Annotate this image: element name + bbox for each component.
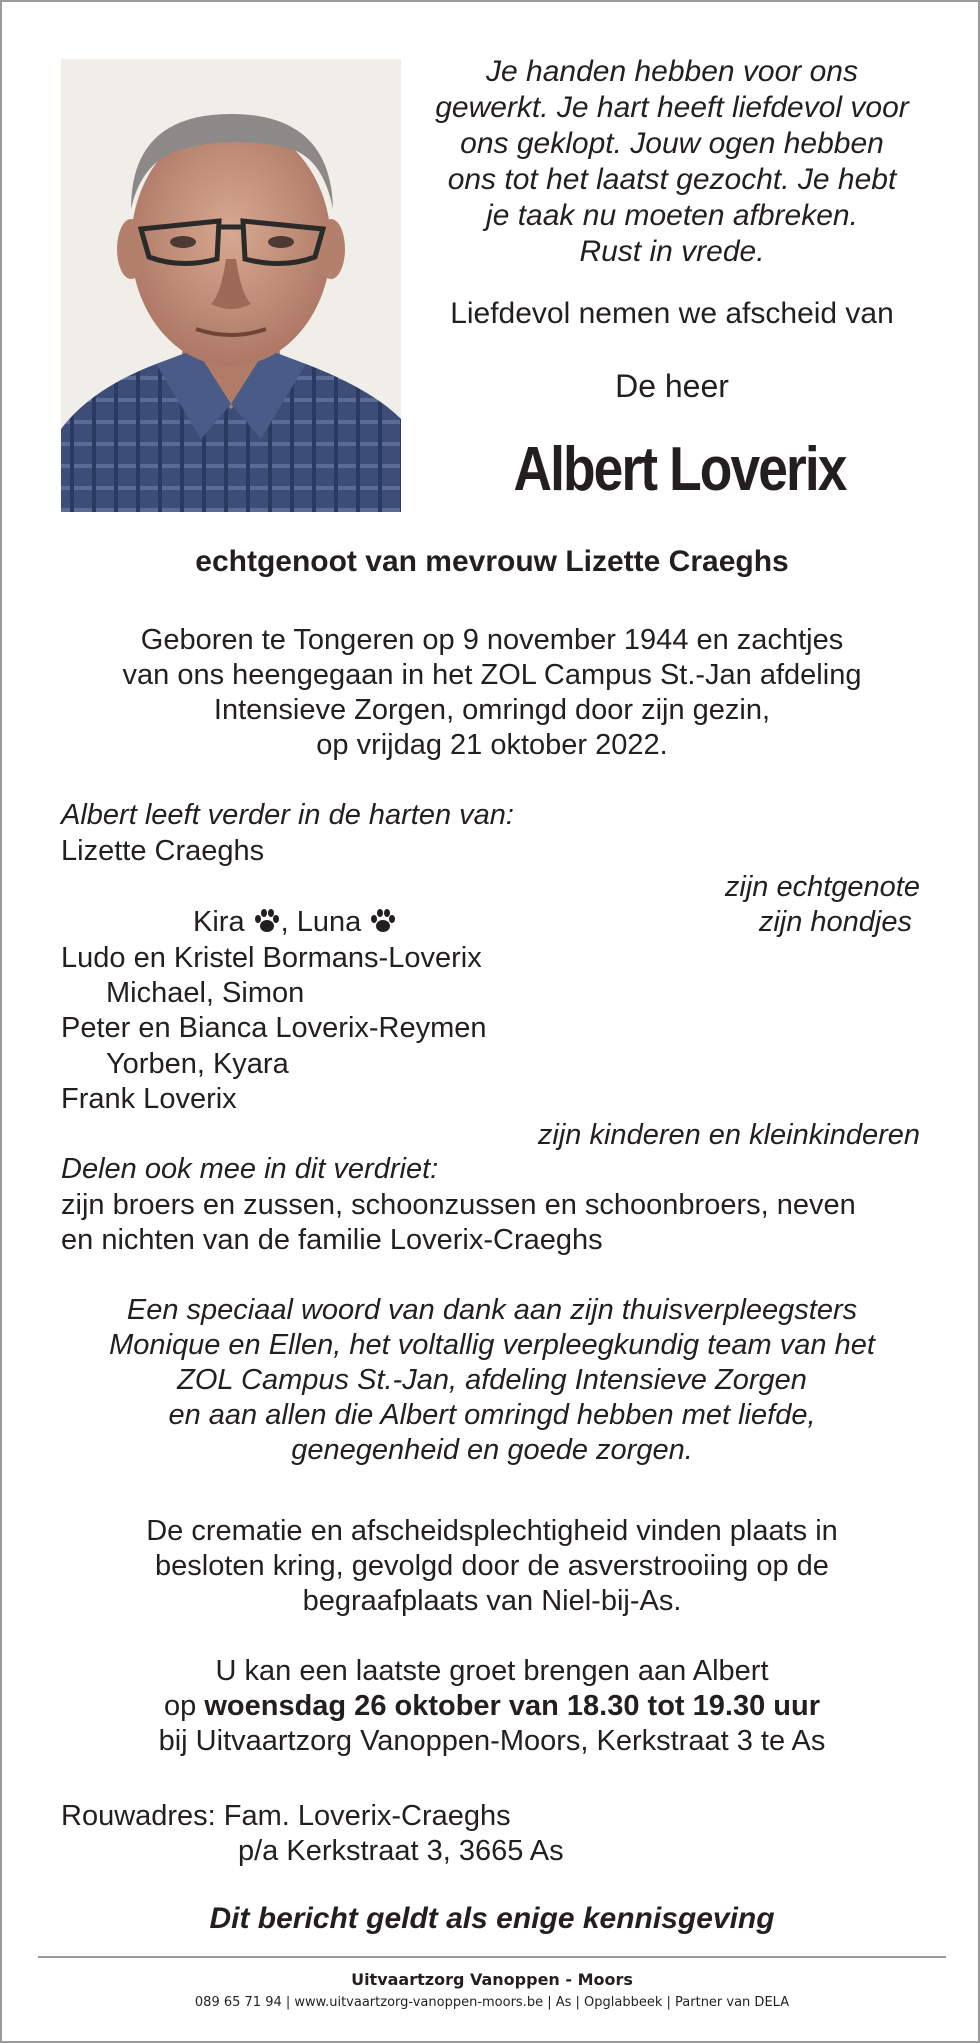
poem-line: ons tot het laatst gezocht. Je hebt	[447, 163, 897, 196]
child-line: Peter en Bianca Loverix-Reymen	[61, 1012, 487, 1044]
portrait-photo	[61, 59, 401, 512]
address-line: Rouwadres: Fam. Loverix-Craeghs	[61, 1800, 511, 1832]
visit-line: U kan een laatste groet brengen aan Albert	[215, 1655, 769, 1687]
poem-line: Je handen hebben voor ons	[486, 55, 858, 88]
visit-text	[2, 1654, 980, 1759]
thanks-line: genegenheid en goede zorgen.	[291, 1434, 693, 1466]
grandchildren-line: Yorben, Kyara	[106, 1048, 289, 1080]
cremation-line: De crematie en afscheidsplechtigheid vinden plaats in	[146, 1515, 838, 1547]
thanks-line: ZOL Campus St.-Jan, afdeling Intensieve Zorgen	[177, 1364, 807, 1396]
dog-name: Kira	[193, 906, 245, 938]
salutation: De heer	[615, 368, 729, 404]
thanks-line: Monique en Ellen, het voltallig verpleegkundig team van het	[109, 1329, 875, 1361]
deceased-name: Albert Loverix	[513, 435, 846, 504]
footer-details: 089 65 71 94 | www.uitvaartzorg-vanoppen-moors.be | As | Opglabbeek | Partner van DELA	[194, 1995, 790, 2010]
visit-line-date	[2, 1689, 980, 1724]
cremation-line: besloten kring, gevolgd door de asverstrooiing op de	[155, 1550, 829, 1582]
child-line: Frank Loverix	[61, 1083, 237, 1115]
poem-line: Rust in vrede.	[579, 235, 765, 268]
poem-line: gewerkt. Je hart heeft liefdevol voor	[435, 91, 909, 124]
footer-company: Uitvaartzorg Vanoppen - Moors	[351, 1970, 633, 1989]
child-line: Ludo en Kristel Bormans-Loverix	[61, 942, 482, 974]
cremation-line: begraafplaats van Niel-bij-As.	[302, 1585, 682, 1617]
poem-line: je taak nu moeten afbreken.	[486, 199, 858, 232]
dog-name: , Luna	[280, 906, 362, 938]
born-line: Geboren te Tongeren op 9 november 1944 en zachtjes	[140, 624, 844, 656]
visit-line: bij Uitvaartzorg Vanoppen-Moors, Kerkstraat 3 te As	[158, 1725, 826, 1757]
dogs-label: zijn hondjes	[758, 906, 912, 938]
footer-divider	[38, 1956, 946, 1958]
spouse-label: zijn echtgenote	[724, 871, 920, 903]
dogs-line	[193, 905, 397, 940]
spouse-line: echtgenoot van mevrouw Lizette Craeghs	[195, 545, 789, 578]
share-line: en nichten van de familie Loverix-Craeghs	[61, 1224, 603, 1256]
children-label: zijn kinderen en kleinkinderen	[537, 1119, 920, 1151]
visit-date: woensdag 26 oktober van 18.30 tot 19.30 uur	[204, 1690, 820, 1722]
notice-text: Dit bericht geldt als enige kennisgeving	[209, 1902, 775, 1935]
share-heading: Delen ook mee in dit verdriet:	[61, 1153, 439, 1185]
thanks-line: en aan allen die Albert omringd hebben met liefde,	[168, 1399, 816, 1431]
intro-text: Liefdevol nemen we afscheid van	[450, 297, 894, 330]
birth-death-text	[2, 623, 980, 763]
share-line: zijn broers en zussen, schoonzussen en schoonbroers, neven	[61, 1189, 856, 1221]
paw-icon	[369, 908, 397, 934]
born-line: van ons heengegaan in het ZOL Campus St.-Jan afdeling	[122, 659, 862, 691]
address-line: p/a Kerkstraat 3, 3665 As	[238, 1835, 564, 1867]
family-heading: Albert leeft verder in de harten van:	[61, 799, 514, 831]
poem-line: ons geklopt. Jouw ogen hebben	[460, 127, 884, 160]
paw-icon	[253, 908, 281, 934]
cremation-text	[2, 1514, 980, 1619]
born-line: op vrijdag 21 oktober 2022.	[316, 729, 668, 761]
spouse-name: Lizette Craeghs	[61, 835, 265, 867]
born-line: Intensieve Zorgen, omringd door zijn gezin,	[213, 694, 771, 726]
grandchildren-line: Michael, Simon	[106, 977, 305, 1009]
portrait-illustration	[61, 59, 401, 512]
poem	[417, 54, 927, 270]
thanks-text	[42, 1293, 942, 1468]
visit-prefix: op	[164, 1690, 205, 1722]
thanks-line: Een speciaal woord van dank aan zijn thuisverpleegsters	[126, 1294, 858, 1326]
